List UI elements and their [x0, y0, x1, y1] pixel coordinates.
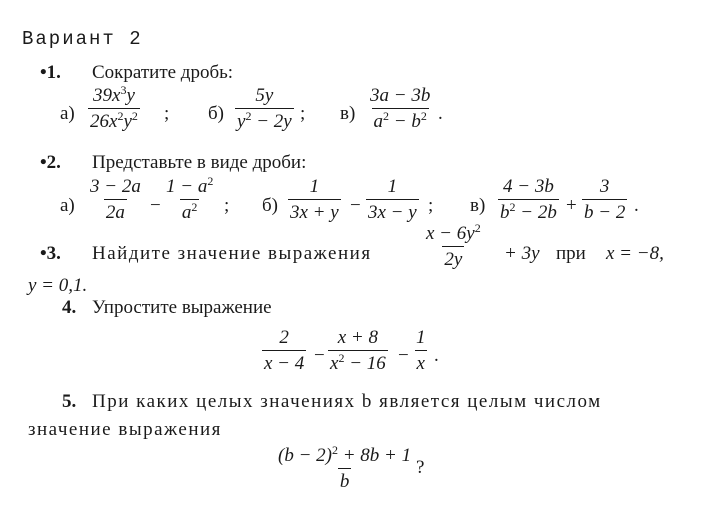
task-2a-fraction-2	[164, 174, 215, 223]
task-2a-numerator-2: $1 - a^2$	[166, 174, 214, 197]
task-2b-fraction-2	[366, 177, 419, 222]
task-4-numerator-1: 2	[279, 327, 289, 348]
task-2c-fraction-1	[498, 177, 559, 222]
task-2c-denominator-1: $b^2 - 2b$	[500, 200, 557, 223]
task-4-denominator-2: $x^2 - 16$	[330, 351, 386, 374]
task-4-denominator-3: x	[415, 350, 427, 373]
task-4-operator-2: −	[398, 345, 409, 366]
task-4-prompt: Упростите выражение	[92, 297, 272, 318]
task-3-numerator: $x - 6y^2$	[426, 221, 481, 244]
task-2b-denominator-1: 3x + y	[288, 199, 341, 222]
task-1a-fraction	[88, 83, 140, 132]
task-1c-numerator: 3a − 3b	[370, 85, 431, 106]
task-2a-denominator-1: 2a	[104, 199, 127, 222]
task-3-x-value: x = −8,	[606, 243, 664, 264]
task-3-fraction	[424, 221, 483, 270]
task-2b-label: б)	[262, 195, 278, 216]
task-2b-end: ;	[428, 195, 434, 216]
task-4-fraction-3	[414, 328, 428, 373]
task-1b-label: б)	[208, 103, 224, 124]
task-5-prompt-line-2: значение выражения	[28, 419, 222, 440]
task-1a-numerator: $39x^3y$	[93, 83, 135, 106]
task-3-number: •3.	[40, 243, 61, 264]
task-1a-end: ;	[164, 103, 170, 124]
task-2c-operator: +	[566, 195, 577, 216]
task-2a-numerator-1: 3 − 2a	[90, 176, 141, 197]
task-2c-numerator-2: 3	[599, 176, 610, 197]
task-2a-fraction-1	[88, 177, 143, 222]
task-4-operator-1: −	[314, 345, 325, 366]
task-5-fraction	[276, 443, 413, 492]
task-4-end: .	[434, 345, 439, 366]
task-2-number: •2.	[40, 152, 61, 173]
task-4-numerator-2: x + 8	[337, 327, 379, 348]
task-1b-end: ;	[300, 103, 306, 124]
task-2a-label: а)	[60, 195, 75, 216]
task-1-prompt: Сократите дробь:	[92, 62, 234, 83]
task-1c-label: в)	[340, 103, 356, 124]
variant-title: Вариант 2	[22, 28, 143, 50]
task-2a-operator: −	[150, 195, 161, 216]
task-2b-fraction-1	[288, 177, 341, 222]
task-4-denominator-1: x − 4	[262, 350, 306, 373]
task-3-y-value: y = 0,1.	[28, 275, 88, 296]
task-1b-fraction	[235, 86, 294, 131]
task-2c-label: в)	[470, 195, 486, 216]
task-2b-operator: −	[350, 195, 361, 216]
task-5-prompt-line-1: При каких целых значениях b является целым числом	[92, 391, 602, 412]
task-2b-numerator-1: 1	[309, 176, 320, 197]
task-4-number: 4.	[62, 297, 77, 318]
task-3-prompt: Найдите значение выражения	[92, 243, 372, 264]
task-2a-end: ;	[224, 195, 230, 216]
task-2c-end: .	[634, 195, 639, 216]
task-1b-denominator: $y^2 - 2y$	[237, 109, 292, 132]
task-1c-end: .	[438, 103, 443, 124]
task-2a-denominator-2: $a^2$	[181, 200, 198, 223]
task-4-fraction-2	[328, 328, 388, 373]
task-1c-denominator: $a^2 - b^2$	[373, 109, 427, 132]
task-1a-label: а)	[60, 103, 75, 124]
task-2c-fraction-2	[582, 177, 627, 222]
task-1a-denominator: $26x^2y^2$	[90, 109, 138, 132]
task-1c-fraction	[368, 86, 432, 131]
task-1b-numerator: 5y	[255, 85, 274, 106]
task-4-fraction-1	[262, 328, 306, 373]
task-1-number: •1.	[40, 62, 61, 83]
task-5-end: ?	[416, 457, 425, 478]
task-2b-denominator-2: 3x − y	[366, 199, 419, 222]
task-2-prompt: Представьте в виде дроби:	[92, 152, 307, 173]
task-5-numerator: $(b - 2)^2 + 8b + 1$	[278, 443, 412, 466]
task-2c-denominator-2: b − 2	[582, 199, 627, 222]
task-5-denominator: b	[338, 468, 352, 491]
task-2c-numerator-1: 4 − 3b	[503, 176, 554, 197]
task-3-tail: + 3y	[504, 243, 540, 264]
task-4-numerator-3: 1	[416, 327, 426, 348]
task-3-denominator: 2y	[442, 246, 464, 269]
task-2b-numerator-2: 1	[387, 176, 398, 197]
task-3-at: при	[556, 243, 586, 264]
task-5-number: 5.	[62, 391, 77, 412]
